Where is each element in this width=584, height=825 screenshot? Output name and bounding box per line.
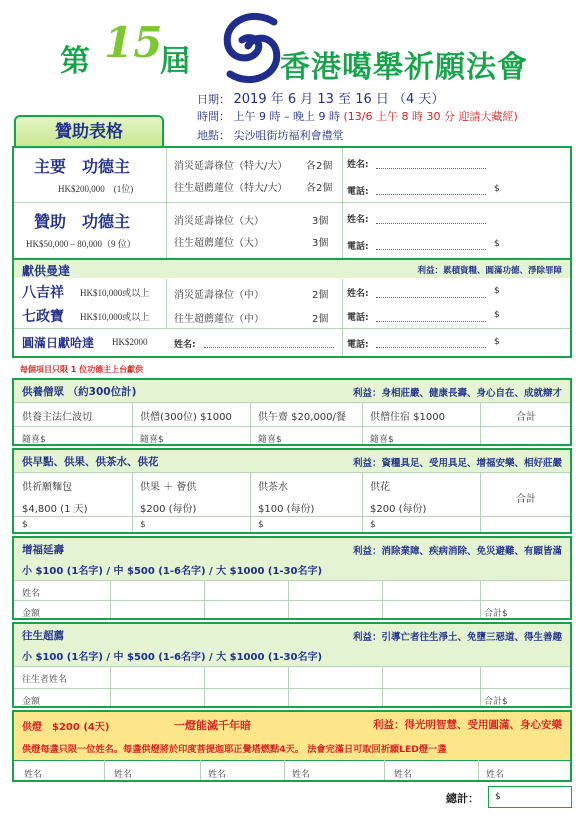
- support-sponsor-qty-1: 3個: [312, 216, 329, 227]
- support-sponsor-title: 贊助 功德主: [34, 212, 131, 231]
- mandala-rows: [14, 279, 570, 327]
- final-name-field[interactable]: [204, 347, 334, 348]
- support-name-label: 姓名:: [347, 215, 369, 225]
- offering-1-name: 供祈願麵包: [22, 482, 72, 493]
- final-phone-label: 電話:: [347, 340, 369, 350]
- final-phone-field[interactable]: [376, 347, 486, 348]
- rebirth-header: [14, 624, 570, 666]
- monks-amount-4[interactable]: 隨喜$: [370, 435, 394, 445]
- main-amount-field[interactable]: $: [494, 184, 500, 194]
- mandala-benefit: 利益：累積資糧、圓滿功德、淨除罪障: [417, 266, 562, 276]
- lamp-slogan: 一燈能滅千年暗: [174, 719, 251, 732]
- longevity-name-label: 姓名: [22, 589, 41, 599]
- main-phone-label: 電話:: [347, 187, 369, 197]
- lamp-header: [14, 712, 570, 760]
- lamp-name-4[interactable]: 姓名: [292, 770, 311, 780]
- mandala-phone-label: 電話:: [347, 313, 369, 323]
- main-sponsor-title: 主要 功德主: [34, 157, 131, 176]
- lamp-section: [12, 710, 572, 782]
- support-sponsor-item-2: 往生超薦蓮位（大）: [174, 238, 264, 249]
- monks-col-1: 供養主法仁波切: [22, 412, 92, 423]
- offering-2-name: 供果 ＋ 薈供: [140, 482, 197, 493]
- mandala-final-price: HK$2000: [112, 337, 148, 347]
- mandala-row-2-qty: 2個: [312, 314, 329, 325]
- offering-3-name: 供茶水: [258, 482, 288, 493]
- mandala-row-1-price: HK$10,000或以上: [80, 288, 150, 298]
- longevity-tiers: 小 $100 (1名字) / 中 $500 (1-6名字) / 大 $1000 (1-30名字): [22, 566, 323, 577]
- offerings-total-label: 合計: [516, 494, 536, 505]
- date-value: 2019 年 6 月 13 至 16 日 （4 天）: [233, 92, 445, 107]
- rebirth-name-label: 往生者姓名: [22, 675, 68, 685]
- mandala-row-2-price: HK$10,000或以上: [80, 312, 150, 322]
- title-number: 15: [104, 18, 163, 67]
- main-name-field[interactable]: [376, 168, 486, 169]
- support-phone-field[interactable]: [376, 249, 486, 250]
- monks-title: 供養僧眾 （約300位計): [22, 386, 137, 398]
- mandala-row-2-title: 七政寶: [22, 309, 64, 325]
- monks-section: [12, 378, 572, 446]
- lamp-name-1[interactable]: 姓名: [24, 770, 43, 780]
- mandala-amount-2[interactable]: $: [494, 310, 500, 320]
- monks-amount-1[interactable]: 隨喜$: [22, 435, 46, 445]
- longevity-section: [12, 536, 572, 620]
- lamp-note: 供燈每盞只限一位姓名。每盞供燈將於印度菩提迦耶正覺塔燃點4天。 法會完滿日可取回祈願LED燈一盞: [22, 744, 447, 755]
- grand-total-field[interactable]: [488, 786, 572, 808]
- monks-col-2: 供僧(300位) $1000: [140, 412, 232, 423]
- main-sponsor-item-1: 消災延壽祿位（特大/大）: [174, 161, 288, 172]
- main-name-label: 姓名:: [347, 160, 369, 170]
- date-label: 日期：: [197, 93, 230, 106]
- title-prefix: 第: [60, 44, 90, 79]
- time-line: [197, 108, 518, 124]
- mandala-title: 獻供曼達: [22, 264, 71, 278]
- mandala-note: 每個項目只限 1 位功德主上台獻供: [20, 365, 144, 374]
- lamp-title: 供燈 $200 (4天): [22, 722, 110, 733]
- rebirth-amount-label: 金額: [22, 697, 41, 707]
- mandala-name-field[interactable]: [376, 297, 486, 298]
- monks-total-label: 合計: [516, 412, 536, 423]
- offering-amount-2[interactable]: $: [140, 520, 146, 530]
- mandala-phone-field[interactable]: [376, 321, 486, 322]
- offering-1-price: $4,800 (1 天): [22, 504, 88, 515]
- monks-amount-3[interactable]: 隨喜$: [258, 435, 282, 445]
- support-sponsor-price: HK$50,000 – 80,000（9 位）: [26, 239, 136, 249]
- mandala-header: [14, 258, 570, 278]
- offerings-title: 供早點、供果、供茶水、供花: [22, 456, 159, 468]
- date-line: [197, 88, 444, 107]
- header: [0, 0, 584, 152]
- support-name-field[interactable]: [376, 223, 486, 224]
- longevity-benefit: 利益：消除業障、疾病消除、免災避難、有願皆滿: [352, 546, 562, 557]
- mandala-row-1-qty: 2個: [312, 290, 329, 301]
- support-phone-label: 電話:: [347, 242, 369, 252]
- time-value: 上午 9 時 – 晚上 9 時: [233, 110, 340, 123]
- monks-col-4: 供僧住宿 $1000: [370, 412, 445, 423]
- mandala-row-2-item: 往生超薦蓮位（中）: [174, 314, 264, 325]
- support-sponsor-item-1: 消災延壽祿位（大）: [174, 216, 264, 227]
- venue-label: 地點：: [197, 129, 230, 142]
- main-sponsor-price: HK$200,000 (1位): [58, 184, 134, 194]
- mandala-final-row: [14, 329, 570, 356]
- offering-4-price: $200 (每份): [370, 504, 427, 515]
- lamp-name-6[interactable]: 姓名: [486, 770, 505, 780]
- offering-3-price: $100 (每份): [258, 504, 315, 515]
- sponsor-section: [12, 146, 572, 358]
- main-sponsor-qty-2: 各2個: [306, 183, 333, 194]
- monks-amount-2[interactable]: 隨喜$: [140, 435, 164, 445]
- title-suffix: 屆: [160, 44, 190, 79]
- offering-amount-3[interactable]: $: [258, 520, 264, 530]
- monks-benefit: 利益：身相莊嚴、健康長壽、身心自在、成就辯才: [352, 388, 562, 399]
- rebirth-total-field[interactable]: 合計$: [484, 697, 508, 707]
- monks-col-3: 供午齋 $20,000/餐: [258, 412, 346, 423]
- mandala-name-label: 姓名:: [347, 289, 369, 299]
- mandala-row-1-item: 消災延壽祿位（中）: [174, 290, 264, 301]
- lamp-benefit: 利益：得光明智慧、受用圓滿、身心安樂: [373, 719, 562, 731]
- final-name-label: 姓名:: [174, 340, 196, 350]
- time-label: 時間：: [197, 110, 230, 123]
- offering-amount-1[interactable]: $: [22, 520, 28, 530]
- main-sponsor-item-2: 往生超薦蓮位（特大/大）: [174, 183, 288, 194]
- form-title-banner: 贊助表格: [14, 115, 164, 147]
- mandala-final-title: 圓滿日獻哈達: [22, 336, 95, 350]
- lamp-name-2[interactable]: 姓名: [114, 770, 133, 780]
- venue-line: [197, 127, 344, 143]
- event-name: 香港噶舉祈願法會: [280, 50, 528, 85]
- venue-value: 尖沙咀街坊福利會禮堂: [233, 129, 344, 142]
- rebirth-benefit: 利益：引導亡者往生淨土、免墮三惡道、得生善趣: [352, 632, 562, 643]
- lamp-name-5[interactable]: 姓名: [394, 770, 413, 780]
- offering-4-name: 供花: [370, 482, 390, 493]
- longevity-title: 增福延壽: [22, 544, 64, 556]
- support-sponsor-row: [14, 203, 570, 257]
- rebirth-section: [12, 622, 572, 708]
- offering-amount-4[interactable]: $: [370, 520, 376, 530]
- offerings-section: [12, 448, 572, 534]
- support-sponsor-qty-2: 3個: [312, 238, 329, 249]
- offerings-header: [14, 450, 570, 472]
- mandala-row-1-title: 八吉祥: [22, 285, 64, 301]
- time-note: (13/6 上午 8 時 30 分 迎請大藏經): [343, 110, 518, 123]
- rebirth-tiers: 小 $100 (1名字) / 中 $500 (1-6名字) / 大 $1000 (1-30名字): [22, 652, 323, 663]
- longevity-header: [14, 538, 570, 580]
- final-amount-field[interactable]: $: [494, 337, 500, 347]
- support-amount-field[interactable]: $: [494, 239, 500, 249]
- monks-header: [14, 380, 570, 402]
- main-sponsor-qty-1: 各2個: [306, 161, 333, 172]
- lamp-name-3[interactable]: 姓名: [208, 770, 227, 780]
- longevity-total-field[interactable]: 合計$: [484, 609, 508, 619]
- mandala-amount-1[interactable]: $: [494, 286, 500, 296]
- rebirth-title: 往生超薦: [22, 630, 64, 642]
- offering-2-price: $200 (每份): [140, 504, 197, 515]
- grand-total-label: 總計：: [446, 792, 479, 805]
- longevity-amount-label: 金額: [22, 609, 41, 619]
- offerings-benefit: 利益：資糧具足、受用具足、增福安樂、相好莊嚴: [352, 458, 562, 469]
- main-sponsor-row: [14, 148, 570, 202]
- grand-total-dollar: $: [495, 792, 501, 802]
- main-phone-field[interactable]: [376, 194, 486, 195]
